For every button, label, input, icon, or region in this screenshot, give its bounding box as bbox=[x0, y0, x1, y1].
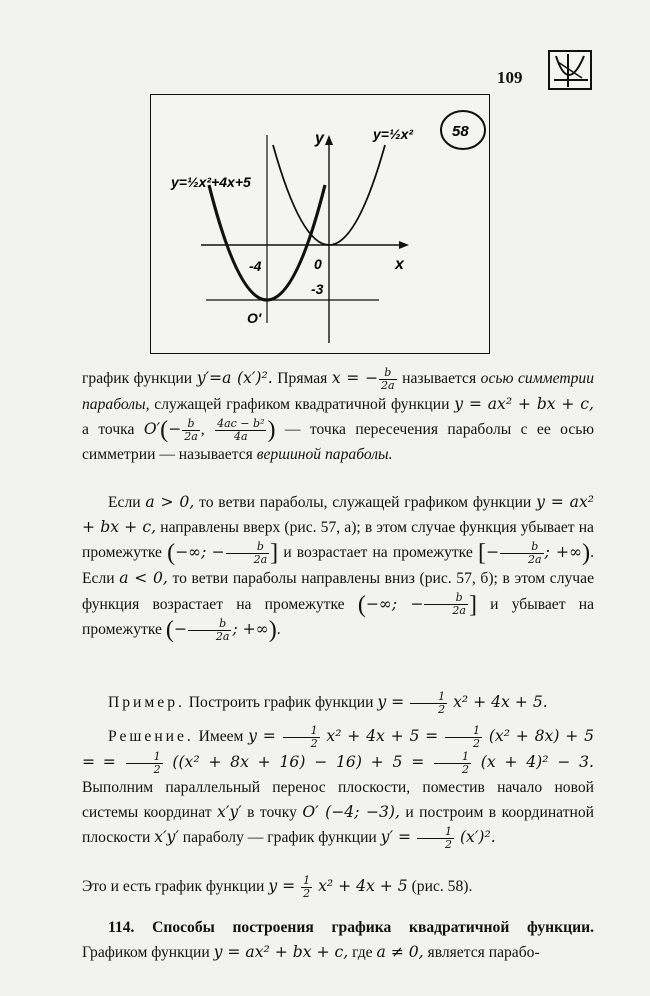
tick-neg4: -4 bbox=[249, 258, 262, 274]
parabola-graph bbox=[151, 95, 491, 355]
conclusion-paragraph: Это и есть график функции y = $\frac{1}{2}$ x² + 4x + 5 (рис. 58). bbox=[82, 873, 473, 900]
tick-zero: 0 bbox=[314, 256, 322, 272]
text: а точка bbox=[82, 421, 144, 439]
vertex-label: O′ bbox=[247, 310, 262, 326]
solution-label: Решение. bbox=[108, 728, 194, 745]
formula: x = − bbox=[331, 369, 379, 387]
text: Прямая bbox=[272, 370, 332, 387]
formula: y′=a (x′)². bbox=[196, 369, 273, 387]
y-axis-label: y bbox=[315, 130, 324, 147]
paragraph-branches: Если a > 0, то ветви параболы, служащей графиком функции y = ax² + bx + c, направлены вверх (рис. 57, а); в этом случае функция убывает на промежутке (−∞; − $\frac{b}{2a}$ ] и возрастает на промежутке [− $\frac{b}{2a}$ ; +∞). Если a < 0, то ветви параболы направлены вниз (рис. 57, б); в этом случае функция возрастает на промежутке (−∞; − $\frac{b}{2a}$ ] и убывает на промежутке (− $\frac{b}{2a}$ ; +∞). bbox=[82, 493, 594, 644]
term: симметрии параболы, bbox=[82, 370, 595, 413]
figure-badge: 58 bbox=[452, 123, 469, 140]
text: называется bbox=[397, 370, 481, 387]
label-shifted: y=½x²+4x+5 bbox=[171, 174, 251, 190]
label-base: y=½x² bbox=[373, 126, 414, 142]
text: — точка bbox=[275, 421, 346, 439]
graph-thumbnail-icon bbox=[548, 50, 592, 90]
tick-neg3: -3 bbox=[311, 281, 324, 297]
term: вершиной параболы. bbox=[256, 446, 393, 464]
page-number: 109 bbox=[497, 68, 523, 87]
figure-58 bbox=[150, 94, 490, 354]
term: осью bbox=[480, 370, 514, 387]
section-heading: 114. Способы построения графика квадратичной функции. bbox=[108, 919, 594, 936]
fraction: $\frac{b}{2a}$ bbox=[381, 365, 395, 392]
section-114: 114. Способы построения графика квадратичной функции. Графиком функции y = ax² + bx + c, где a ≠ 0, является парабо- bbox=[82, 919, 594, 962]
formula: O′ bbox=[143, 420, 161, 439]
formula: y = ax² + bx + c, bbox=[454, 394, 595, 413]
text: пересечения параболы с ее осью симметрии — называется bbox=[82, 421, 595, 464]
solution-paragraph: Решение. Имеем y = $\frac{1}{2}$ x² + 4x + 5 = $\frac{1}{2}$ (x² + 8x) + 5 = = $\frac{1}{2}$ ((x² + 8x + 16) − 16) + 5 = $\frac{1}{2}$ (x + 4)² − 3. Выполним параллельный перенос плоскости, поместив начало новой системы координат x′y′ в точку O′ (−4; −3), и построим в координатной плоскости x′y′ параболу — график функции y′ = $\frac{1}{2}$ (x′)². bbox=[82, 723, 594, 852]
text: функции bbox=[390, 395, 455, 413]
text: служащей графиком квадратичной bbox=[149, 395, 387, 413]
text: график функции bbox=[82, 370, 197, 387]
x-axis-label: x bbox=[395, 256, 404, 273]
paragraph-axis-definition: график функции y′=a (x′)². Прямая x = − $\frac{b}{2a}$ называется осью симметрии параболы, служащей графиком квадратичной функции y = ax² + bx + c, а точка O′(− $\frac{b}{2a}$ , $\frac{\text{4ac − b²}}{4a}$ ) — точка пересечения параболы с ее осью симметрии — называется вершиной параболы. bbox=[82, 365, 595, 464]
example-label: Пример. bbox=[108, 694, 185, 711]
example-paragraph: Пример. Построить график функции y = $\frac{1}{2}$ x² + 4x + 5. bbox=[108, 689, 548, 716]
